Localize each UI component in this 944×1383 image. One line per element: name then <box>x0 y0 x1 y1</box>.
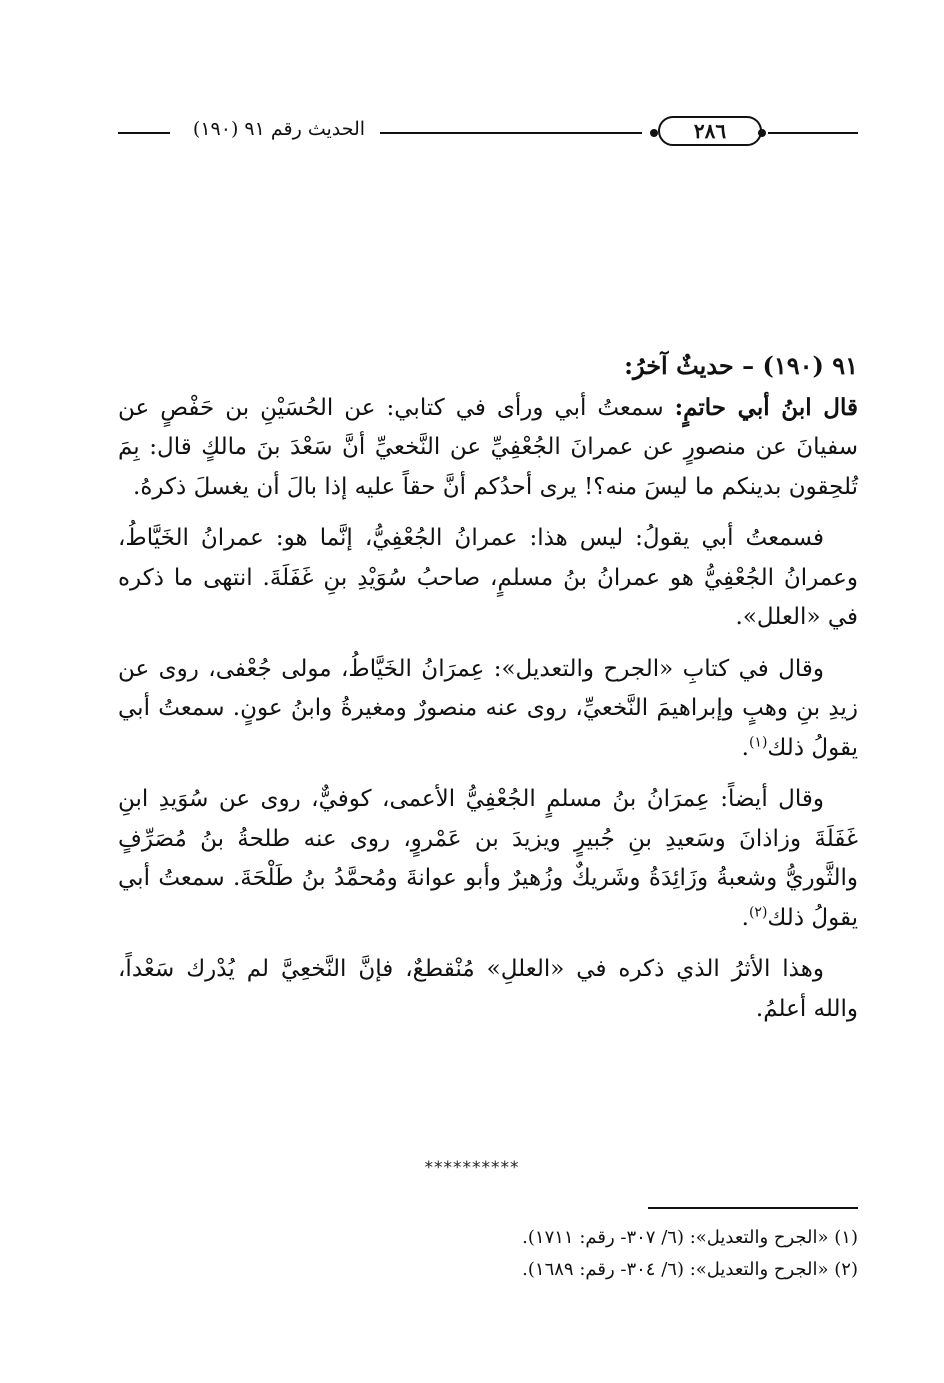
running-header <box>118 112 858 152</box>
paragraph-1 <box>118 388 858 508</box>
header-rule-middle <box>380 132 642 134</box>
paragraph-3-text: وقال في كتابِ «الجرح والتعديل»: عِمرَانُ الخَيَّاطُ، مولى جُعْفى، روى عن زيدِ بنِ وهبٍ وإبراهيمَ النَّخعيِّ، روى عنه منصورٌ ومغيرةُ وابنُ عونٍ. سمعتُ أبي يقولُ ذلك <box>118 655 858 761</box>
header-rule-left <box>118 132 170 134</box>
footnote-2: (٢) «الجرح والتعديل»: (٦/ ٣٠٤- رقم: ١٦٨٩). <box>522 1259 858 1280</box>
paragraph-1-text: سمعتُ أبي ورأى في كتابي: عن الحُسَيْنِ بن حَفْصٍ عن سفيانَ عن منصورٍ عن عمرانَ الجُعْفِيِّ عن النَّخعيِّ أنَّ سَعْدَ بنَ مالكٍ قال: بِمَ تُلحِقون بدينكم ما ليسَ منه؟! يرى أحدُكم أنَّ حقاً عليه إذا بالَ أن يغسلَ ذكرهُ. <box>118 394 858 500</box>
paragraph-3: وقال في كتابِ «الجرح والتعديل»: عِمرَانُ الخَيَّاطُ، مولى جُعْفى، روى عن زيدِ بنِ وهبٍ وإبراهيمَ النَّخعيِّ، روى عنه منصورٌ ومغيرةُ وابنُ عونٍ. سمعتُ أبي يقولُ ذلك$^{(١)}$. <box>118 655 858 761</box>
main-text <box>118 346 858 1041</box>
speaker-name: قال ابنُ أبي حاتمٍ: <box>674 393 858 421</box>
footnote-ref-1[interactable]: (١) <box>748 733 768 750</box>
paragraph-2: فسمعتُ أبي يقولُ: ليس هذا: عمرانُ الجُعْفِيُّ، إنَّما هو: عمرانُ الخَيَّاطُ، وعمرانُ الجُعْفِيُّ هو عمرانُ بنُ مسلمٍ، صاحبُ سُوَيْدِ بنِ غَفَلَةَ. انتهى ما ذكره في «العلل». <box>118 525 858 630</box>
paragraph-5: وهذا الأثرُ الذي ذكره في «العللِ» مُنْقطعٌ، فإنَّ النَّخعِيَّ لم يُدْرك سَعْداً، والله أعلمُ. <box>118 956 858 1022</box>
hadith-heading: ٩١ (١٩٠) – حديثٌ آخرُ: <box>624 351 858 380</box>
ornament-dot-left <box>650 129 658 137</box>
footnotes <box>118 1222 858 1286</box>
header-rule-right <box>768 132 858 134</box>
footnote-1: (١) «الجرح والتعديل»: (٦/ ٣٠٧- رقم: ١٧١١). <box>522 1227 858 1248</box>
paragraph-4-text: وقال أيضاً: عِمرَانُ بنُ مسلمٍ الجُعْفِيُّ الأعمى، كوفيٌّ، روى عن سُوَيدِ ابنِ غَفَلَةَ وزاذانَ وسَعيدِ بنِ جُبيرٍ ويزيدَ بن عَمْروٍ، روى عنه طلحةُ بنُ مُصَرِّفٍ والثَّوريُّ وشعبةُ وزَائِدَةُ وشَريكٌ وزُهيرٌ وأبو عوانةَ ومُحمَّدُ بنُ طَلْحَةَ. سمعتُ أبي يقولُ ذلك <box>118 786 858 931</box>
footnote-rule <box>648 1207 858 1209</box>
page-number-frame <box>658 116 762 146</box>
page-number: ٢٨٦ <box>693 119 727 143</box>
ornament-dot-right <box>758 129 766 137</box>
footnote-ref-2[interactable]: (٢) <box>748 903 768 920</box>
section-separator: ********** <box>424 1158 520 1178</box>
paragraph-4: وقال أيضاً: عِمرَانُ بنُ مسلمٍ الجُعْفِيُّ الأعمى، كوفيٌّ، روى عن سُوَيدِ ابنِ غَفَلَةَ وزاذانَ وسَعيدِ بنِ جُبيرٍ ويزيدَ بن عَمْروٍ، روى عنه طلحةُ بنُ مُصَرِّفٍ والثَّوريُّ وشعبةُ وزَائِدَةُ وشَريكٌ وزُهيرٌ وأبو عوانةَ ومُحمَّدُ بنُ طَلْحَةَ. سمعتُ أبي يقولُ ذلك$^{(٢)}$. <box>118 786 858 931</box>
running-title: الحديث رقم ٩١ (١٩٠) <box>192 118 366 140</box>
